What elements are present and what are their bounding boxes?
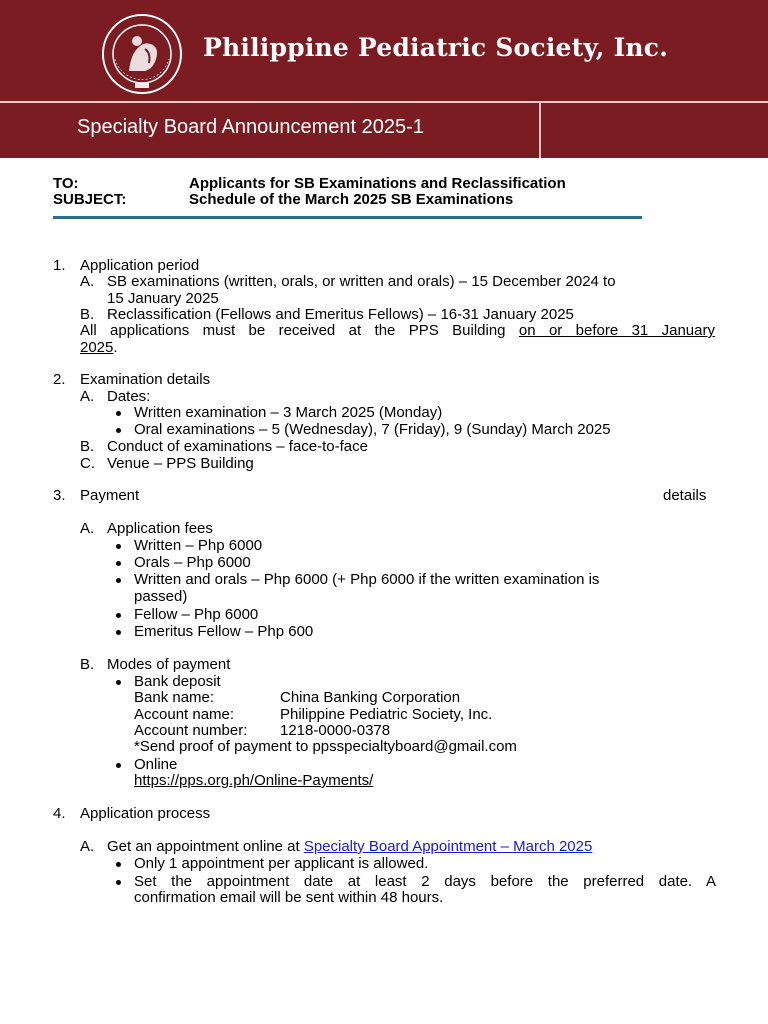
bullet-dot (116, 544, 121, 549)
section-1-a-text: SB examinations (written, orals, or written and orals) – 15 December 2024 to (107, 273, 616, 290)
section-2-a-mark: A. (80, 388, 95, 405)
to-label: TO: (53, 175, 79, 192)
section-2-b-text: Conduct of examinations – face-to-face (107, 438, 368, 455)
section-1-b-text: Reclassification (Fellows and Emeritus Fellows) – 16-31 January 2025 (107, 306, 574, 323)
section-3-title: Payment (80, 487, 140, 504)
account-number-label: Account number: (134, 722, 248, 739)
bullet-dot (116, 561, 121, 566)
fee-item: Written – Php 6000 (134, 537, 263, 554)
account-number-value: 1218-0000-0378 (280, 722, 391, 739)
bank-name-label: Bank name: (134, 689, 215, 706)
section-2-title: Examination details (80, 371, 211, 388)
section-1-deadline-year: 2025 (80, 339, 114, 356)
section-1-number: 1. (53, 257, 66, 274)
account-name-value: Philippine Pediatric Society, Inc. (280, 706, 493, 723)
bullet-dot (116, 411, 121, 416)
section-3-b-mark: B. (80, 656, 95, 673)
proof-of-payment-note: *Send proof of payment to ppsspecialtyboard@gmail.com (134, 738, 517, 755)
bullet-dot (116, 613, 121, 618)
online-payment-label: Online (134, 756, 178, 773)
section-1-title: Application period (80, 257, 200, 274)
announcement-band (0, 103, 768, 158)
bullet-dot (116, 763, 121, 768)
section-1-note-cont (80, 340, 118, 357)
section-2-b-mark: B. (80, 438, 95, 455)
section-1-note (80, 323, 715, 340)
section-3-a-mark: A. (80, 520, 95, 537)
exam-date-item: Written examination – 3 March 2025 (Monday) (134, 404, 443, 421)
band-vertical-divider (539, 103, 541, 158)
bullet-dot (116, 880, 121, 885)
bullet-dot (116, 578, 121, 583)
section-2-c-mark: C. (80, 455, 95, 472)
subject-label: SUBJECT: (53, 191, 127, 208)
bullet-dot (116, 862, 121, 867)
section-1-b-mark: B. (80, 306, 95, 323)
fee-item: Written and orals – Php 6000 (+ Php 6000 if the written examination is (134, 571, 600, 588)
memo-rule (53, 216, 642, 219)
process-item: Only 1 appointment per applicant is allowed. (134, 855, 429, 872)
section-4-number: 4. (53, 805, 66, 822)
subject-value: Schedule of the March 2025 SB Examinations (189, 191, 514, 208)
bank-deposit-label: Bank deposit (134, 673, 221, 690)
bank-name-value: China Banking Corporation (280, 689, 461, 706)
section-2-a-text: Dates: (107, 388, 151, 405)
fee-item-cont: passed) (134, 588, 188, 605)
online-payments-link[interactable]: https://pps.org.ph/Online-Payments/ (134, 772, 374, 789)
announcement-title: Specialty Board Announcement 2025-1 (77, 116, 424, 138)
memo-header (53, 176, 693, 208)
fee-item: Emeritus Fellow – Php 600 (134, 623, 314, 640)
fee-item: Orals – Php 6000 (134, 554, 251, 571)
section-2-number: 2. (53, 371, 66, 388)
fee-item: Fellow – Php 6000 (134, 606, 259, 623)
section-1-note-text: All applications must be received at the PPS Building (80, 322, 506, 339)
section-1-note-period: . (113, 339, 118, 356)
process-item-cont: confirmation email will be sent within 48 hours. (134, 889, 444, 906)
bullet-dot (116, 428, 121, 433)
to-value: Applicants for SB Examinations and Reclassification (189, 175, 566, 192)
account-name-label: Account name: (134, 706, 235, 723)
section-2-c-text: Venue – PPS Building (107, 455, 254, 472)
section-4-title: Application process (80, 805, 211, 822)
section-4-a-label: Get an appointment online at (107, 838, 300, 855)
header-band (0, 0, 768, 101)
section-1-deadline: on or before 31 January (518, 322, 715, 339)
organization-name: Philippine Pediatric Society, Inc. (203, 33, 669, 62)
exam-date-item: Oral examinations – 5 (Wednesday), 7 (Friday), 9 (Sunday) March 2025 (134, 421, 611, 438)
section-3-title-cont: details (663, 487, 707, 504)
bullet-dot (116, 630, 121, 635)
section-3-a-text: Application fees (107, 520, 213, 537)
section-4-a-text (107, 839, 592, 856)
bullet-dot (116, 680, 121, 685)
section-3-number: 3. (53, 487, 66, 504)
process-item: Set the appointment date at least 2 days before the preferred date. A (134, 873, 716, 890)
section-1-a-text-cont: 15 January 2025 (107, 290, 219, 307)
section-1-a-mark: A. (80, 273, 95, 290)
section-4-a-mark: A. (80, 838, 95, 855)
appointment-link[interactable]: Specialty Board Appointment – March 2025 (303, 838, 593, 855)
society-seal-logo (101, 13, 183, 95)
section-3-b-text: Modes of payment (107, 656, 231, 673)
